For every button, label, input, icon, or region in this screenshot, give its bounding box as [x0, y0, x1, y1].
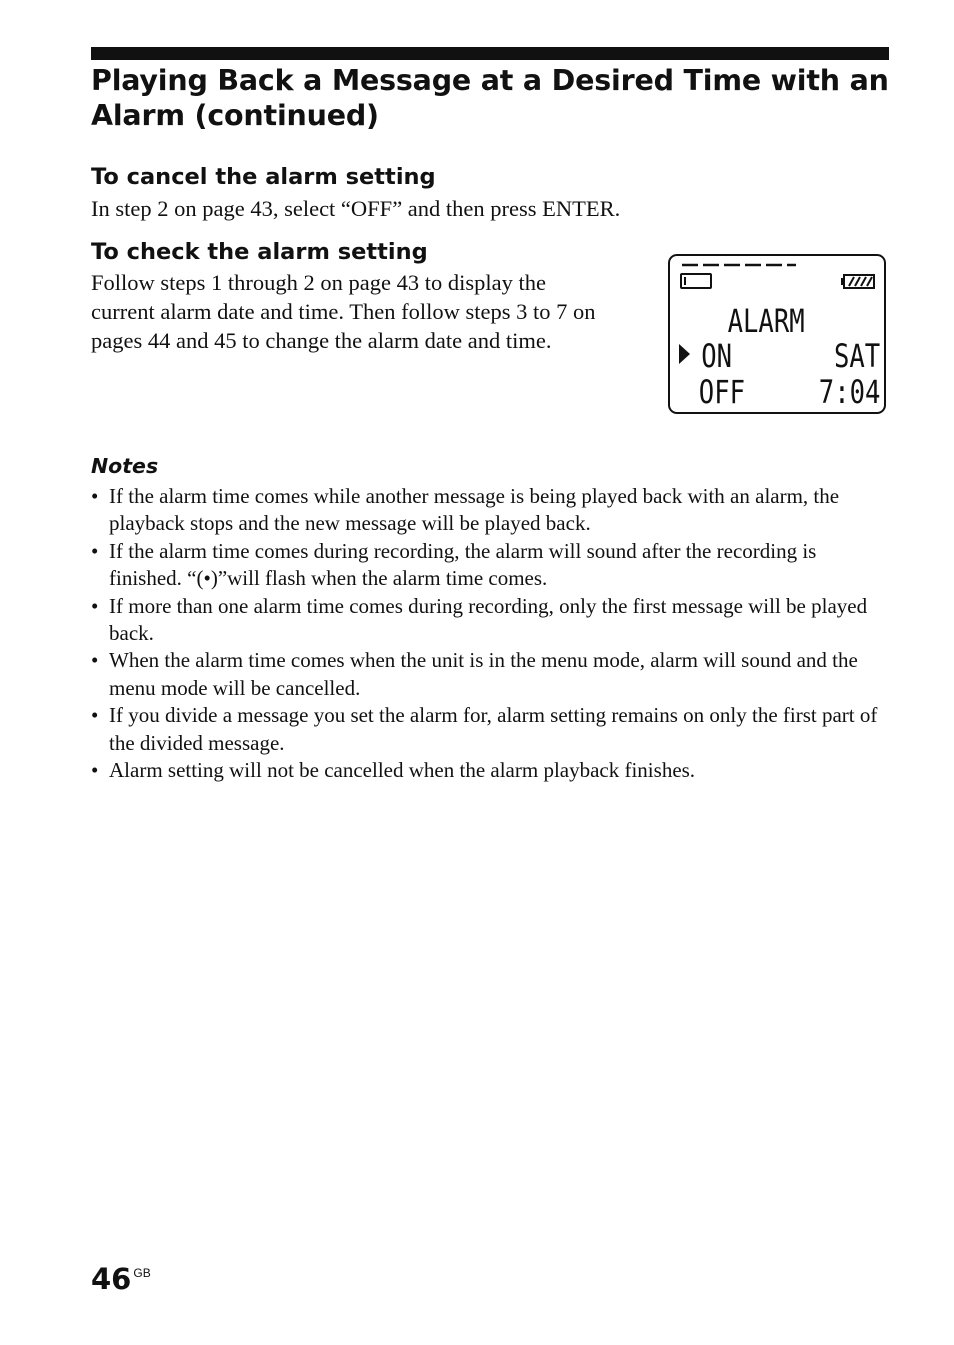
cancel-heading: To cancel the alarm setting — [91, 164, 436, 190]
note-item: • When the alarm time comes when the unit is in the menu mode, alarm will sound and the menu mode will be cancelled. — [91, 647, 891, 702]
note-item: • If the alarm time comes while another message is being played back with an alarm, the playback stops and the new message will be played back. — [91, 483, 891, 538]
heading-rule — [91, 47, 889, 60]
note-item: • If more than one alarm time comes during recording, only the first message will be played back. — [91, 593, 891, 648]
check-body: Follow steps 1 through 2 on page 43 to display the current alarm date and time. Then follow steps 3 to 7 on pages 44 and 45 to change the alarm date and time. — [91, 270, 596, 353]
memory-card-icon — [681, 274, 711, 288]
lcd-off-label: OFF — [698, 373, 746, 411]
notes-heading: Notes — [91, 454, 159, 478]
lcd-on-label: ON — [701, 337, 733, 375]
lcd-display — [668, 254, 886, 414]
page-number — [91, 1262, 151, 1296]
note-item: • Alarm setting will not be cancelled when the alarm playback finishes. — [91, 757, 891, 784]
page-title: Playing Back a Message at a Desired Time with an Alarm (continued) — [91, 64, 889, 132]
selection-arrow-icon — [679, 344, 690, 364]
cancel-body: In step 2 on page 43, select “OFF” and then press ENTER. — [91, 196, 621, 221]
check-heading: To check the alarm setting — [91, 239, 428, 265]
notes-list — [91, 483, 891, 784]
lcd-day-label: SAT — [834, 337, 881, 375]
battery-icon — [841, 275, 874, 288]
page-region-suffix: GB — [133, 1266, 151, 1280]
note-item: • If the alarm time comes during recording, the alarm will sound after the recording is finished. “(•)”will flash when the alarm time comes. — [91, 538, 891, 593]
note-item: • If you divide a message you set the alarm for, alarm setting remains on only the first part of the divided message. — [91, 702, 891, 757]
lcd-time-label: 7:04 — [818, 373, 881, 411]
lcd-alarm-label: ALARM — [727, 302, 805, 340]
page-number-value: 46 — [91, 1262, 132, 1296]
